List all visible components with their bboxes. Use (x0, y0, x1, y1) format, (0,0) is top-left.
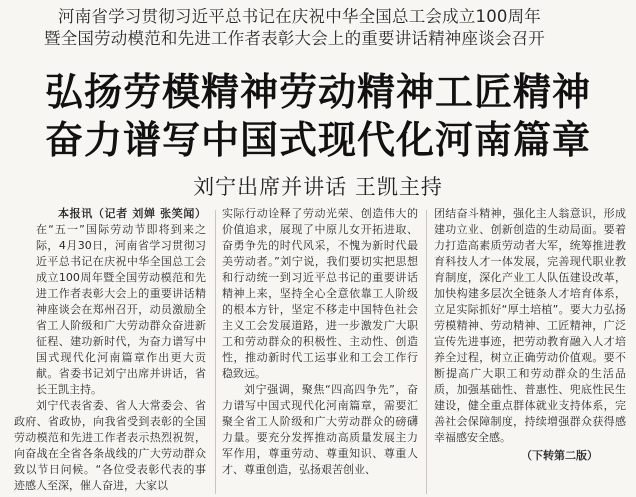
kicker-title (44, 6, 624, 50)
column-divider (426, 210, 427, 494)
article-paragraph: 刘宁强调，聚焦“四高四争先”，奋力谱写中国式现代化河南篇章，需要汇聚全省工人阶级和广大劳动群众的磅礴力量。要充分发挥推动高质量发展主力军作用，尊重劳动、尊重知识、尊重人才、尊重创造，弘扬艰苦创业、 (222, 383, 418, 476)
headline-line-2: 奋力谱写中国式现代化河南篇章 (44, 118, 591, 162)
article-body (14, 206, 626, 497)
subheadline: 刘宁出席并讲话 王凯主持 (193, 175, 443, 199)
article-column-2 (222, 206, 418, 497)
kicker-line-2: 暨全国劳动模范和先进工作者表彰大会上的重要讲话精神座谈会召开 (44, 29, 545, 48)
article-column-1 (14, 206, 206, 497)
article-paragraph: 实际行动诠释了劳动光荣、创造伟大的价值追求，展现了中原儿女开拓进取、奋勇争先的时代风采，不愧为新时代最美劳动者。”刘宁说，我们要切实把思想和行动统一到习近平总书记的重要讲话精神上来，坚持全心全意依靠工人阶级的根本方针，坚定不移走中国特色社会主义工会发展道路，进一步激发广大职工和劳动群众的积极性、主动性、创造性，推动新时代工运事业和工会工作行稳致远。 (222, 207, 418, 380)
article-paragraph: 刘宁代表省委、省人大常委会、省政府、省政协，向我省受到表彰的全国劳动模范和先进工作者表示热烈祝贺，向奋战在全省各条战线的广大劳动群众致以节日问候。“各位受表彰代表的事迹感人至深，催人奋进，大家以 (14, 399, 206, 492)
article-column-3 (434, 206, 626, 497)
headline-line-1: 弘扬劳模精神劳动精神工匠精神 (44, 70, 591, 114)
byline: 本报讯（记者 刘婵 张笑闻） (58, 207, 206, 220)
lead-text: 在“五一”国际劳动节即将到来之际，4月30日，河南省学习贯彻习近平总书记在庆祝中华全国总工会成立100周年暨全国劳动模范和先进工作者表彰大会上的重要讲话精神座谈会在郑州召开，动员激励全省工人阶级和广大劳动群众奋进新征程、建功新时代，为奋力谱写中国式现代化河南篇章作出更大贡献。省委书记刘宁出席并讲话，省长王凯主持。 (36, 223, 206, 396)
article-paragraph (14, 206, 206, 398)
continued-note[interactable]: （下转第二版） (521, 449, 598, 462)
column-divider (215, 210, 216, 494)
kicker-line-1: 河南省学习贯彻习近平总书记在庆祝中华全国总工会成立100周年 (58, 7, 541, 26)
main-headline (0, 68, 636, 164)
article-paragraph: 团结奋斗精神，强化主人翁意识，形成建功立业、创新创造的生动局面。要着力打造高素质劳动者大军，统筹推进教育科技人才一体发展，完善现代职业教育制度，深化产业工人队伍建设改革，加快构建多层次全链条人才培育体系，立足实际抓好“厚土培植”。要大力弘扬劳模精神、劳动精神、工匠精神，广泛宣传先进事迹，把劳动教育融入人才培养全过程，树立正确劳动价值观。要不断提高广大职工和劳动群众的生活品质，加强基础性、普惠性、兜底性民生建设，健全重点群体就业支持体系，完善社会保障制度，持续增强群众获得感幸福感安全感。 (434, 207, 626, 444)
